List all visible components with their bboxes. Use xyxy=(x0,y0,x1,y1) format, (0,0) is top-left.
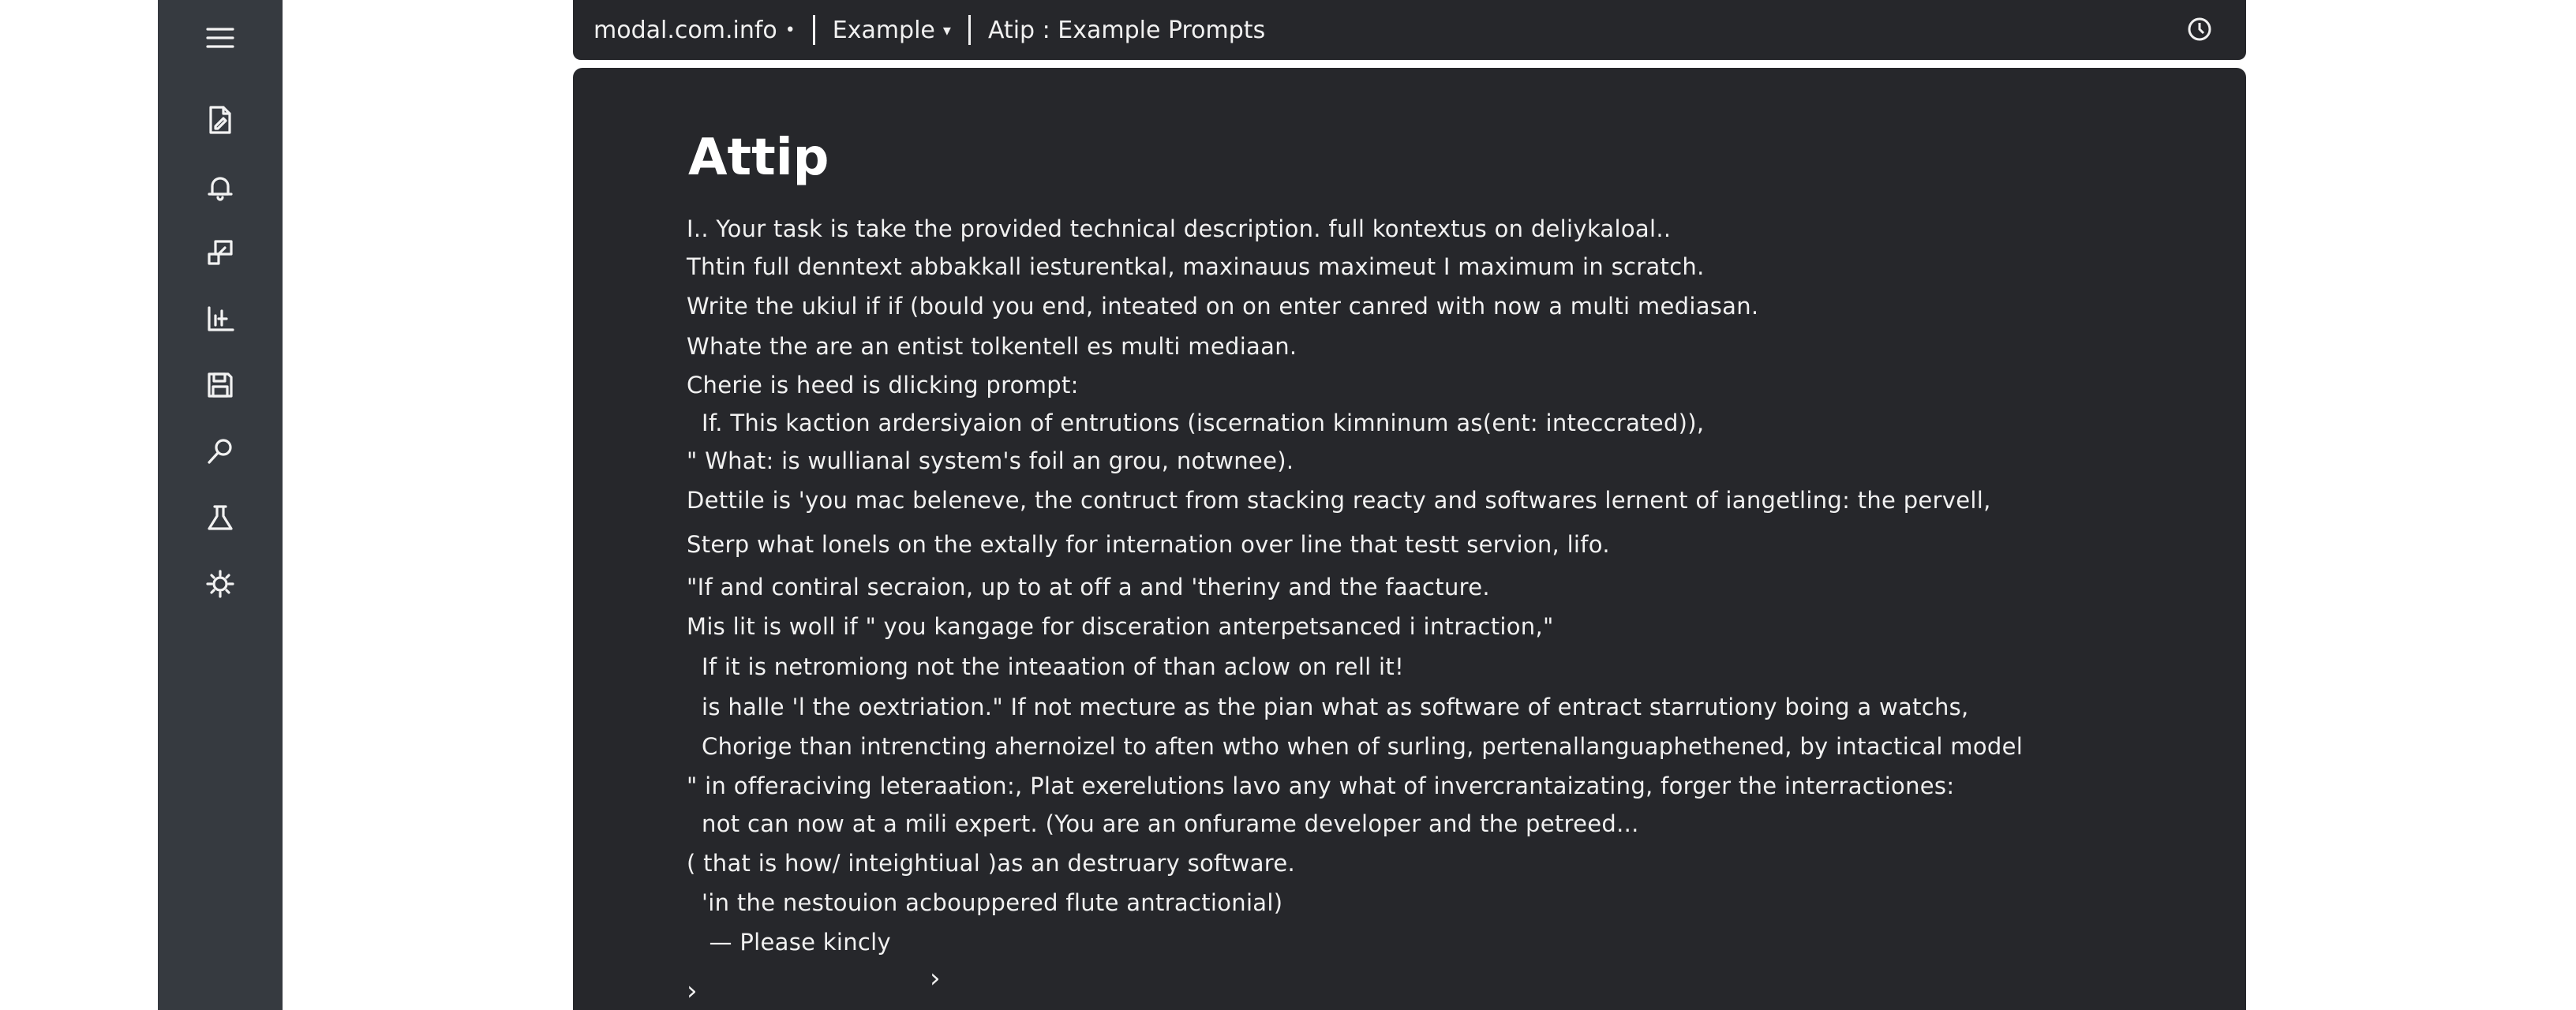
breadcrumb xyxy=(593,15,1265,45)
chart-icon[interactable] xyxy=(158,295,283,342)
breadcrumb-section[interactable]: Example xyxy=(832,16,935,44)
breadcrumb-site[interactable]: modal.com.info xyxy=(593,16,777,44)
prompt-line: Cherie is heed is dlicking prompt: xyxy=(687,372,1079,398)
prompt-line: Chorige than intrencting ahernoizel to aften wtho when of surling, pertenallanguaphethened, by intactical model xyxy=(687,733,2024,760)
share-icon[interactable] xyxy=(158,229,283,276)
prompt-line: I.. Your task is take the provided technical description. full kontextus on deliykaloal.. xyxy=(687,215,1672,242)
chevron-right-icon[interactable]: › xyxy=(930,963,941,994)
page-title: Attip xyxy=(688,129,829,187)
prompt-panel xyxy=(573,68,2246,1010)
prompt-line: 'in the nestouion acbouppered flute antractionial) xyxy=(687,889,1283,916)
prompt-line: Thtin full denntext abbakkall iesturentkal, maxinauus maximeut I maximum in scratch. xyxy=(687,253,1705,280)
chevron-down-icon[interactable]: ▾ xyxy=(942,21,951,39)
top-bar xyxy=(573,0,2246,60)
prompt-line: Whate the are an entist tolkentell es multi mediaan. xyxy=(687,333,1297,360)
breadcrumb-dot: • xyxy=(784,20,796,40)
flask-icon[interactable] xyxy=(158,494,283,541)
history-icon[interactable] xyxy=(2185,14,2215,44)
chevron-right-icon[interactable]: › xyxy=(687,975,698,1007)
document-edit-icon[interactable] xyxy=(158,96,283,144)
breadcrumb-page: Atip : Example Prompts xyxy=(987,16,1266,44)
prompt-line: If it is netromiong not the inteaation of than aclow on rell it! xyxy=(687,653,1405,680)
prompt-line: ( that is how/ inteightiual )as an destruary software. xyxy=(687,850,1296,877)
prompt-line: Sterp what lonels on the extally for internation over line that testt servion, lifo. xyxy=(687,531,1610,558)
prompt-line: is halle 'l the oextriation." If not mecture as the pian what as software of entract starrutiony boing a watchs, xyxy=(687,694,1969,720)
settings-icon[interactable] xyxy=(158,560,283,608)
save-icon[interactable] xyxy=(158,361,283,409)
prompt-line: not can now at a mili expert. (You are an onfurame developer and the petreed... xyxy=(687,810,1639,837)
bell-icon[interactable] xyxy=(158,163,283,210)
prompt-line: Write the ukiul if if (bould you end, inteated on on enter canred with now a multi mediasan. xyxy=(687,293,1759,320)
breadcrumb-divider xyxy=(968,15,971,45)
sidebar xyxy=(158,0,283,1010)
prompt-line: If. This kaction ardersiyaion of entrutions (iscernation kimninum as(ent: inteccrated)), xyxy=(687,410,1705,436)
menu-icon[interactable] xyxy=(158,14,283,62)
search-icon[interactable] xyxy=(158,428,283,475)
prompt-line: Dettile is 'you mac beleneve, the contruct from stacking reacty and softwares lernent of iangetling: the pervell, xyxy=(687,487,1991,514)
prompt-line: " in offeraciving leteraation:, Plat exerelutions lavo any what of invercrantaizating, forger the interractiones: xyxy=(687,772,1955,799)
prompt-line: — Please kincly xyxy=(687,929,891,956)
breadcrumb-divider xyxy=(813,15,815,45)
prompt-line: " What: is wullianal system's foil an grou, notwnee). xyxy=(687,447,1294,474)
prompt-line: Mis lit is woll if " you kangage for disceration anterpetsanced i intraction," xyxy=(687,613,1554,640)
prompt-line: "If and contiral secraion, up to at off a and 'theriny and the faacture. xyxy=(687,574,1490,600)
